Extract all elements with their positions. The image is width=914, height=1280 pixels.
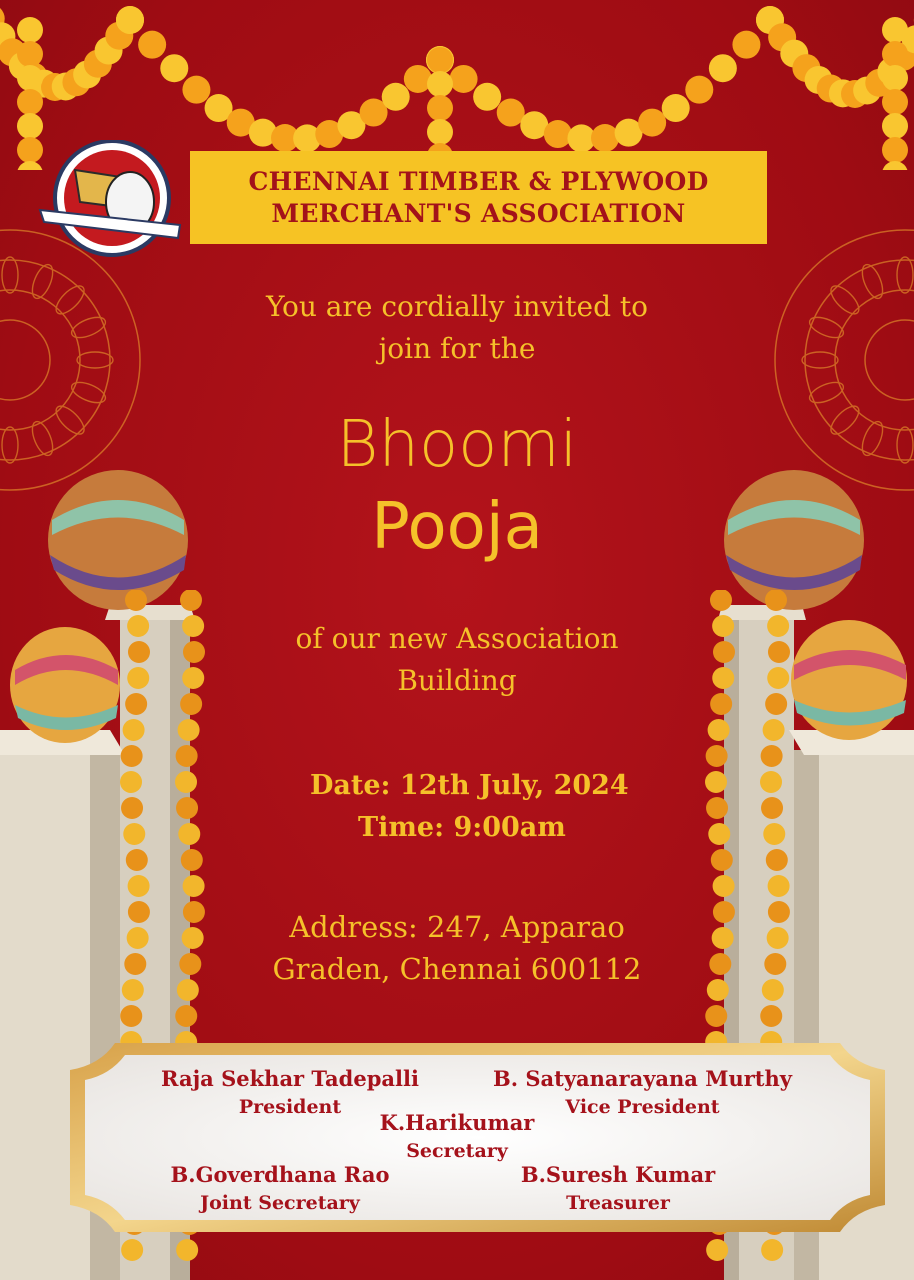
member-name-treasurer: B.Suresh Kumar: [520, 1162, 716, 1187]
marigold-flower: [123, 719, 145, 741]
event-title-line-2: Pooja: [371, 490, 543, 564]
member-role-vice-president: Vice President: [565, 1096, 720, 1118]
marigold-flower: [706, 1239, 728, 1261]
marigold-flower: [760, 1005, 782, 1027]
marigold-flower: [382, 83, 410, 111]
association-name-line2: MERCHANT'S ASSOCIATION: [271, 198, 686, 228]
marigold-flower: [404, 65, 432, 93]
marigold-flower: [126, 849, 148, 871]
intro-line-2: join for the: [378, 332, 536, 365]
marigold-flower: [128, 875, 150, 897]
marigold-flower: [121, 1239, 143, 1261]
marigold-flower: [544, 120, 572, 148]
member-role-joint-secretary: Joint Secretary: [200, 1192, 360, 1214]
marigold-flower: [427, 119, 453, 145]
address-line-2: Graden, Chennai 600112: [272, 952, 642, 986]
address-line-1: Address: 247, Apparao: [289, 910, 625, 944]
marigold-flower: [178, 719, 200, 741]
marigold-flower: [882, 89, 908, 115]
mandala-petal: [897, 257, 913, 293]
marigold-flower: [176, 797, 198, 819]
marigold-flower: [591, 124, 619, 152]
member-name-vice-president: B. Satyanarayana Murthy: [493, 1066, 792, 1091]
marigold-flower: [882, 65, 908, 91]
marigold-flower: [450, 65, 478, 93]
marigold-flower: [17, 65, 43, 91]
mandala-petal: [2, 257, 18, 293]
marigold-flower: [763, 823, 785, 845]
marigold-flower: [121, 745, 143, 767]
event-title-line-1: Bhoomi: [336, 408, 578, 482]
member-role-secretary: Secretary: [406, 1140, 508, 1162]
marigold-flower: [427, 47, 453, 73]
marigold-flower: [178, 823, 200, 845]
marigold-flower: [123, 823, 145, 845]
marigold-flower: [17, 17, 43, 43]
marigold-flower: [882, 41, 908, 67]
marigold-flower: [180, 590, 202, 611]
member-role-treasurer: Treasurer: [566, 1192, 670, 1214]
marigold-flower: [175, 1005, 197, 1027]
intro-line-1: You are cordially invited to: [265, 290, 649, 323]
marigold-flower: [116, 6, 144, 34]
marigold-flower: [708, 719, 730, 741]
association-name-line1: CHENNAI TIMBER & PLYWOOD: [248, 166, 709, 196]
marigold-flower: [760, 771, 782, 793]
marigold-flower: [120, 771, 142, 793]
marigold-flower: [882, 113, 908, 139]
marigold-flower: [120, 1005, 142, 1027]
marigold-flower: [497, 99, 525, 127]
marigold-flower: [176, 1239, 198, 1261]
marigold-flower: [662, 94, 690, 122]
marigold-flower: [732, 31, 760, 59]
purpose-line-1: of our new Association: [295, 622, 619, 655]
event-date: Date: 12th July, 2024: [310, 770, 629, 801]
marigold-flower: [882, 137, 908, 163]
marigold-flower: [768, 875, 790, 897]
marigold-flower: [685, 76, 713, 104]
marigold-flower: [182, 76, 210, 104]
marigold-flower: [427, 95, 453, 121]
purpose-line-2: Building: [397, 664, 517, 697]
marigold-flower: [761, 797, 783, 819]
marigold-flower: [705, 771, 727, 793]
marigold-flower: [176, 745, 198, 767]
marigold-flower: [709, 54, 737, 82]
member-name-secretary: K.Harikumar: [379, 1110, 535, 1135]
mandala-petal: [807, 378, 846, 407]
marigold-flower: [761, 745, 783, 767]
member-name-president: Raja Sekhar Tadepalli: [161, 1066, 419, 1091]
marigold-flower: [427, 71, 453, 97]
marigold-flower: [183, 875, 205, 897]
marigold-flower: [706, 745, 728, 767]
marigold-flower: [708, 823, 730, 845]
marigold-flower: [17, 41, 43, 67]
marigold-flower: [763, 719, 785, 741]
event-time: Time: 9:00am: [358, 812, 566, 843]
marigold-flower: [473, 83, 501, 111]
marigold-flower: [638, 109, 666, 137]
marigold-flower: [160, 54, 188, 82]
marigold-flower: [17, 113, 43, 139]
marigold-flower: [711, 849, 733, 871]
marigold-flower: [710, 590, 732, 611]
marigold-flower: [882, 17, 908, 43]
association-logo: [30, 140, 186, 260]
marigold-flower: [706, 797, 728, 819]
member-name-joint-secretary: B.Goverdhana Rao: [170, 1162, 390, 1187]
marigold-flower: [705, 1005, 727, 1027]
marigold-flower: [125, 590, 147, 611]
marigold-flower: [175, 771, 197, 793]
marigold-flower: [17, 89, 43, 115]
marigold-flower: [882, 161, 908, 170]
marigold-flower: [181, 849, 203, 871]
mandala-petal: [69, 378, 108, 407]
marigold-flower: [121, 797, 143, 819]
association-title-banner: [190, 151, 767, 244]
marigold-flower: [713, 875, 735, 897]
marigold-flower: [765, 590, 787, 611]
marigold-flower: [766, 849, 788, 871]
marigold-flower: [138, 31, 166, 59]
member-role-president: President: [238, 1096, 342, 1118]
marigold-flower: [761, 1239, 783, 1261]
